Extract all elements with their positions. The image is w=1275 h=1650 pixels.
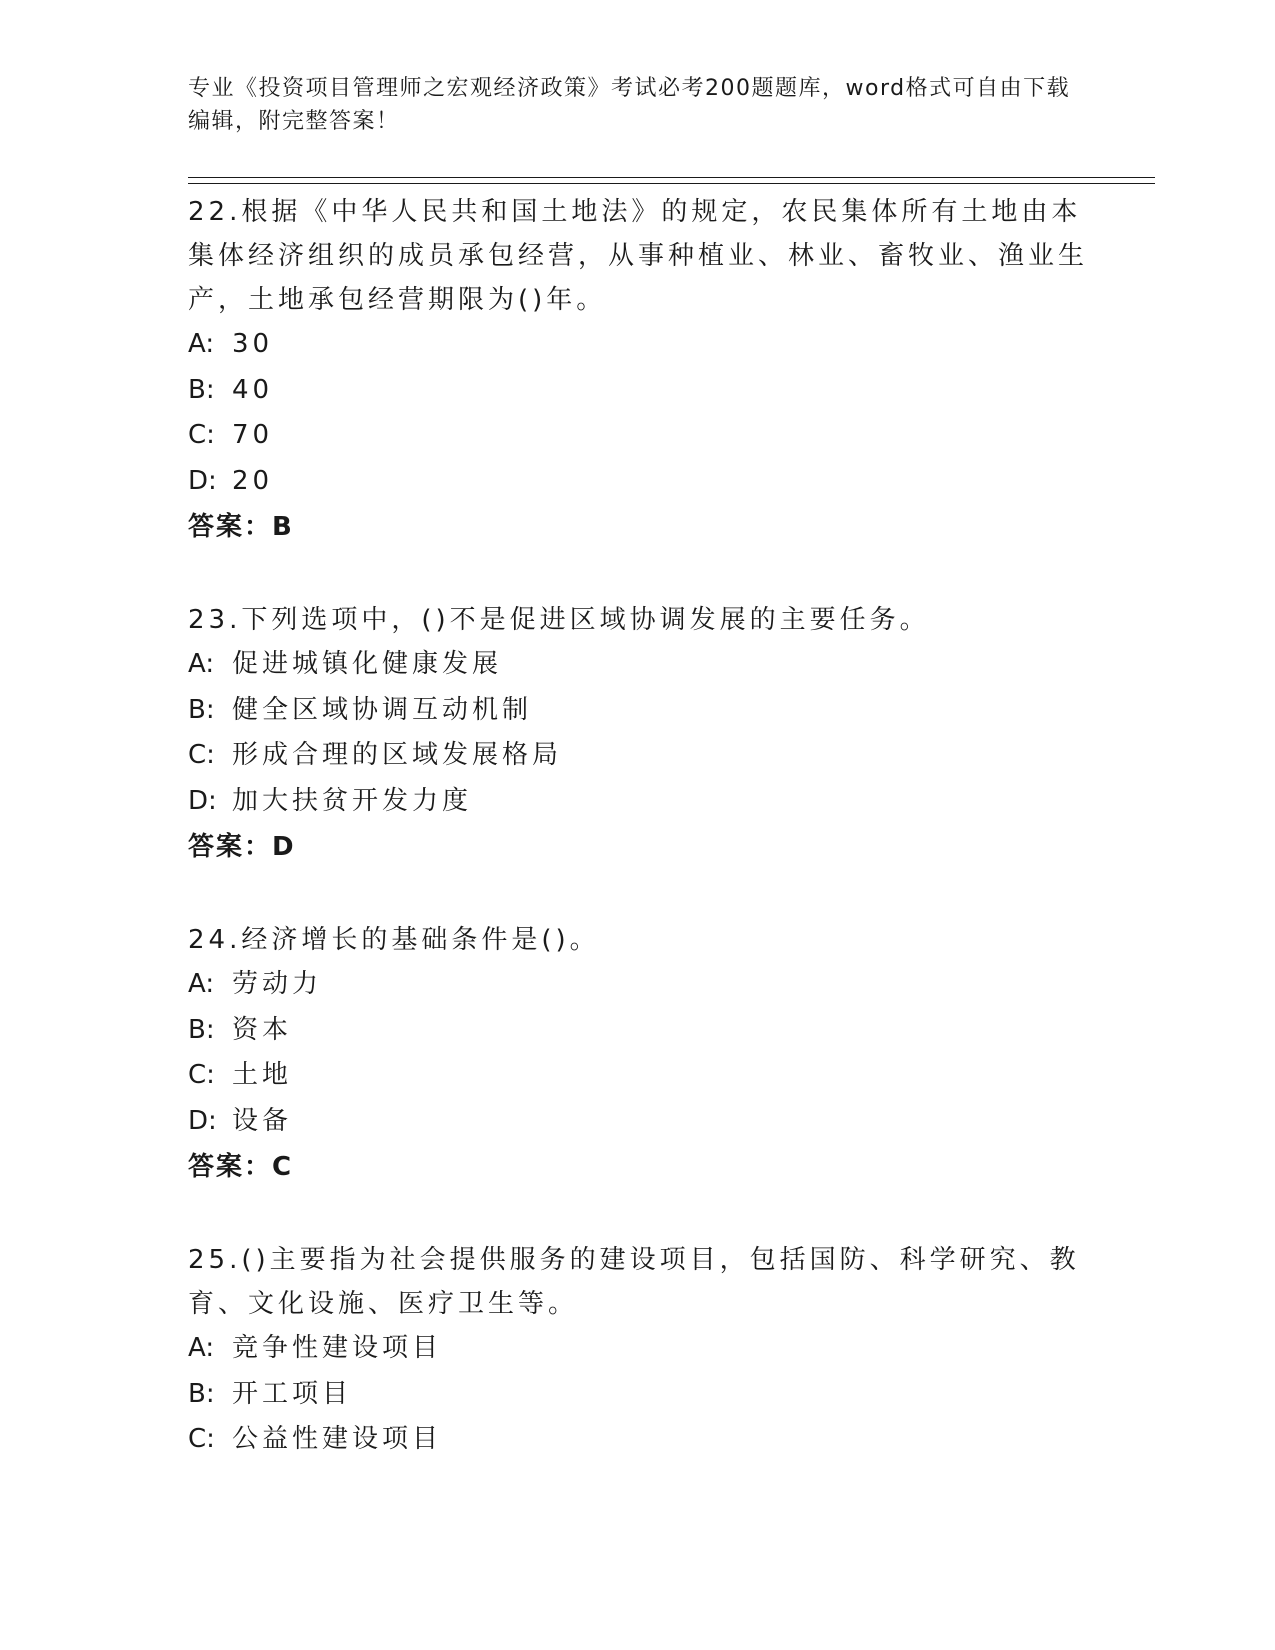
answer-line: 答案：B <box>188 512 294 542</box>
option-letter: A: <box>188 1333 215 1363</box>
option-text: 土地 <box>232 1060 293 1090</box>
question-25 <box>188 1238 1088 1463</box>
option-text: 劳动力 <box>232 969 323 999</box>
option-b <box>188 1372 1088 1418</box>
question-stem: 23.下列选项中，()不是促进区域协调发展的主要任务。 <box>188 605 930 635</box>
answer-line: 答案：C <box>188 1152 294 1182</box>
option-letter: C: <box>188 1060 215 1090</box>
option-letter: A: <box>188 329 215 359</box>
question-24 <box>188 918 1088 1190</box>
option-text: 20 <box>232 465 274 496</box>
option-text: 70 <box>232 420 274 450</box>
option-letter: C: <box>188 740 215 770</box>
header-divider-top <box>188 177 1155 178</box>
option-c <box>188 733 1088 779</box>
option-text: 促进城镇化健康发展 <box>232 649 503 679</box>
option-d <box>188 779 1088 825</box>
option-letter: B: <box>188 694 215 725</box>
option-letter: D: <box>188 785 217 816</box>
option-letter: D: <box>188 1105 217 1136</box>
option-text: 加大扶贫开发力度 <box>232 785 473 816</box>
question-22 <box>188 190 1088 550</box>
option-text: 形成合理的区域发展格局 <box>232 740 563 770</box>
question-stem: 25.()主要指为社会提供服务的建设项目，包括国防、科学研究、教育、文化设施、医疗卫生等。 <box>188 1245 1080 1319</box>
question-stem: 22.根据《中华人民共和国土地法》的规定，农民集体所有土地由本集体经济组织的成员承包经营，从事种植业、林业、畜牧业、渔业生产，土地承包经营期限为()年。 <box>188 197 1089 315</box>
option-b <box>188 1008 1088 1054</box>
option-b <box>188 368 1088 414</box>
option-letter: B: <box>188 1014 215 1045</box>
option-letter: D: <box>188 465 217 496</box>
option-letter: C: <box>188 420 215 450</box>
option-letter: A: <box>188 649 215 679</box>
option-a <box>188 642 1088 688</box>
option-text: 资本 <box>232 1014 293 1045</box>
option-b <box>188 688 1088 734</box>
option-c <box>188 1053 1088 1099</box>
answer-line: 答案：D <box>188 832 296 862</box>
option-text: 公益性建设项目 <box>232 1424 443 1454</box>
option-letter: B: <box>188 374 215 405</box>
option-text: 竞争性建设项目 <box>232 1333 443 1363</box>
option-a <box>188 1326 1088 1372</box>
option-c <box>188 413 1088 459</box>
option-d <box>188 1099 1088 1145</box>
option-a <box>188 962 1088 1008</box>
option-letter: B: <box>188 1378 215 1409</box>
option-text: 开工项目 <box>232 1378 353 1409</box>
option-c <box>188 1417 1088 1463</box>
option-text: 健全区域协调互动机制 <box>232 694 533 725</box>
option-d <box>188 459 1088 505</box>
question-stem: 24.经济增长的基础条件是()。 <box>188 925 600 955</box>
question-23 <box>188 598 1088 870</box>
option-a <box>188 322 1088 368</box>
document-intro: 专业《投资项目管理师之宏观经济政策》考试必考200题题库，word格式可自由下载编辑，附完整答案！ <box>188 76 1071 134</box>
option-letter: C: <box>188 1424 215 1454</box>
option-text: 40 <box>232 374 274 405</box>
option-text: 设备 <box>232 1105 293 1136</box>
option-letter: A: <box>188 969 215 999</box>
header-divider-bottom <box>188 183 1155 184</box>
option-text: 30 <box>232 329 274 359</box>
